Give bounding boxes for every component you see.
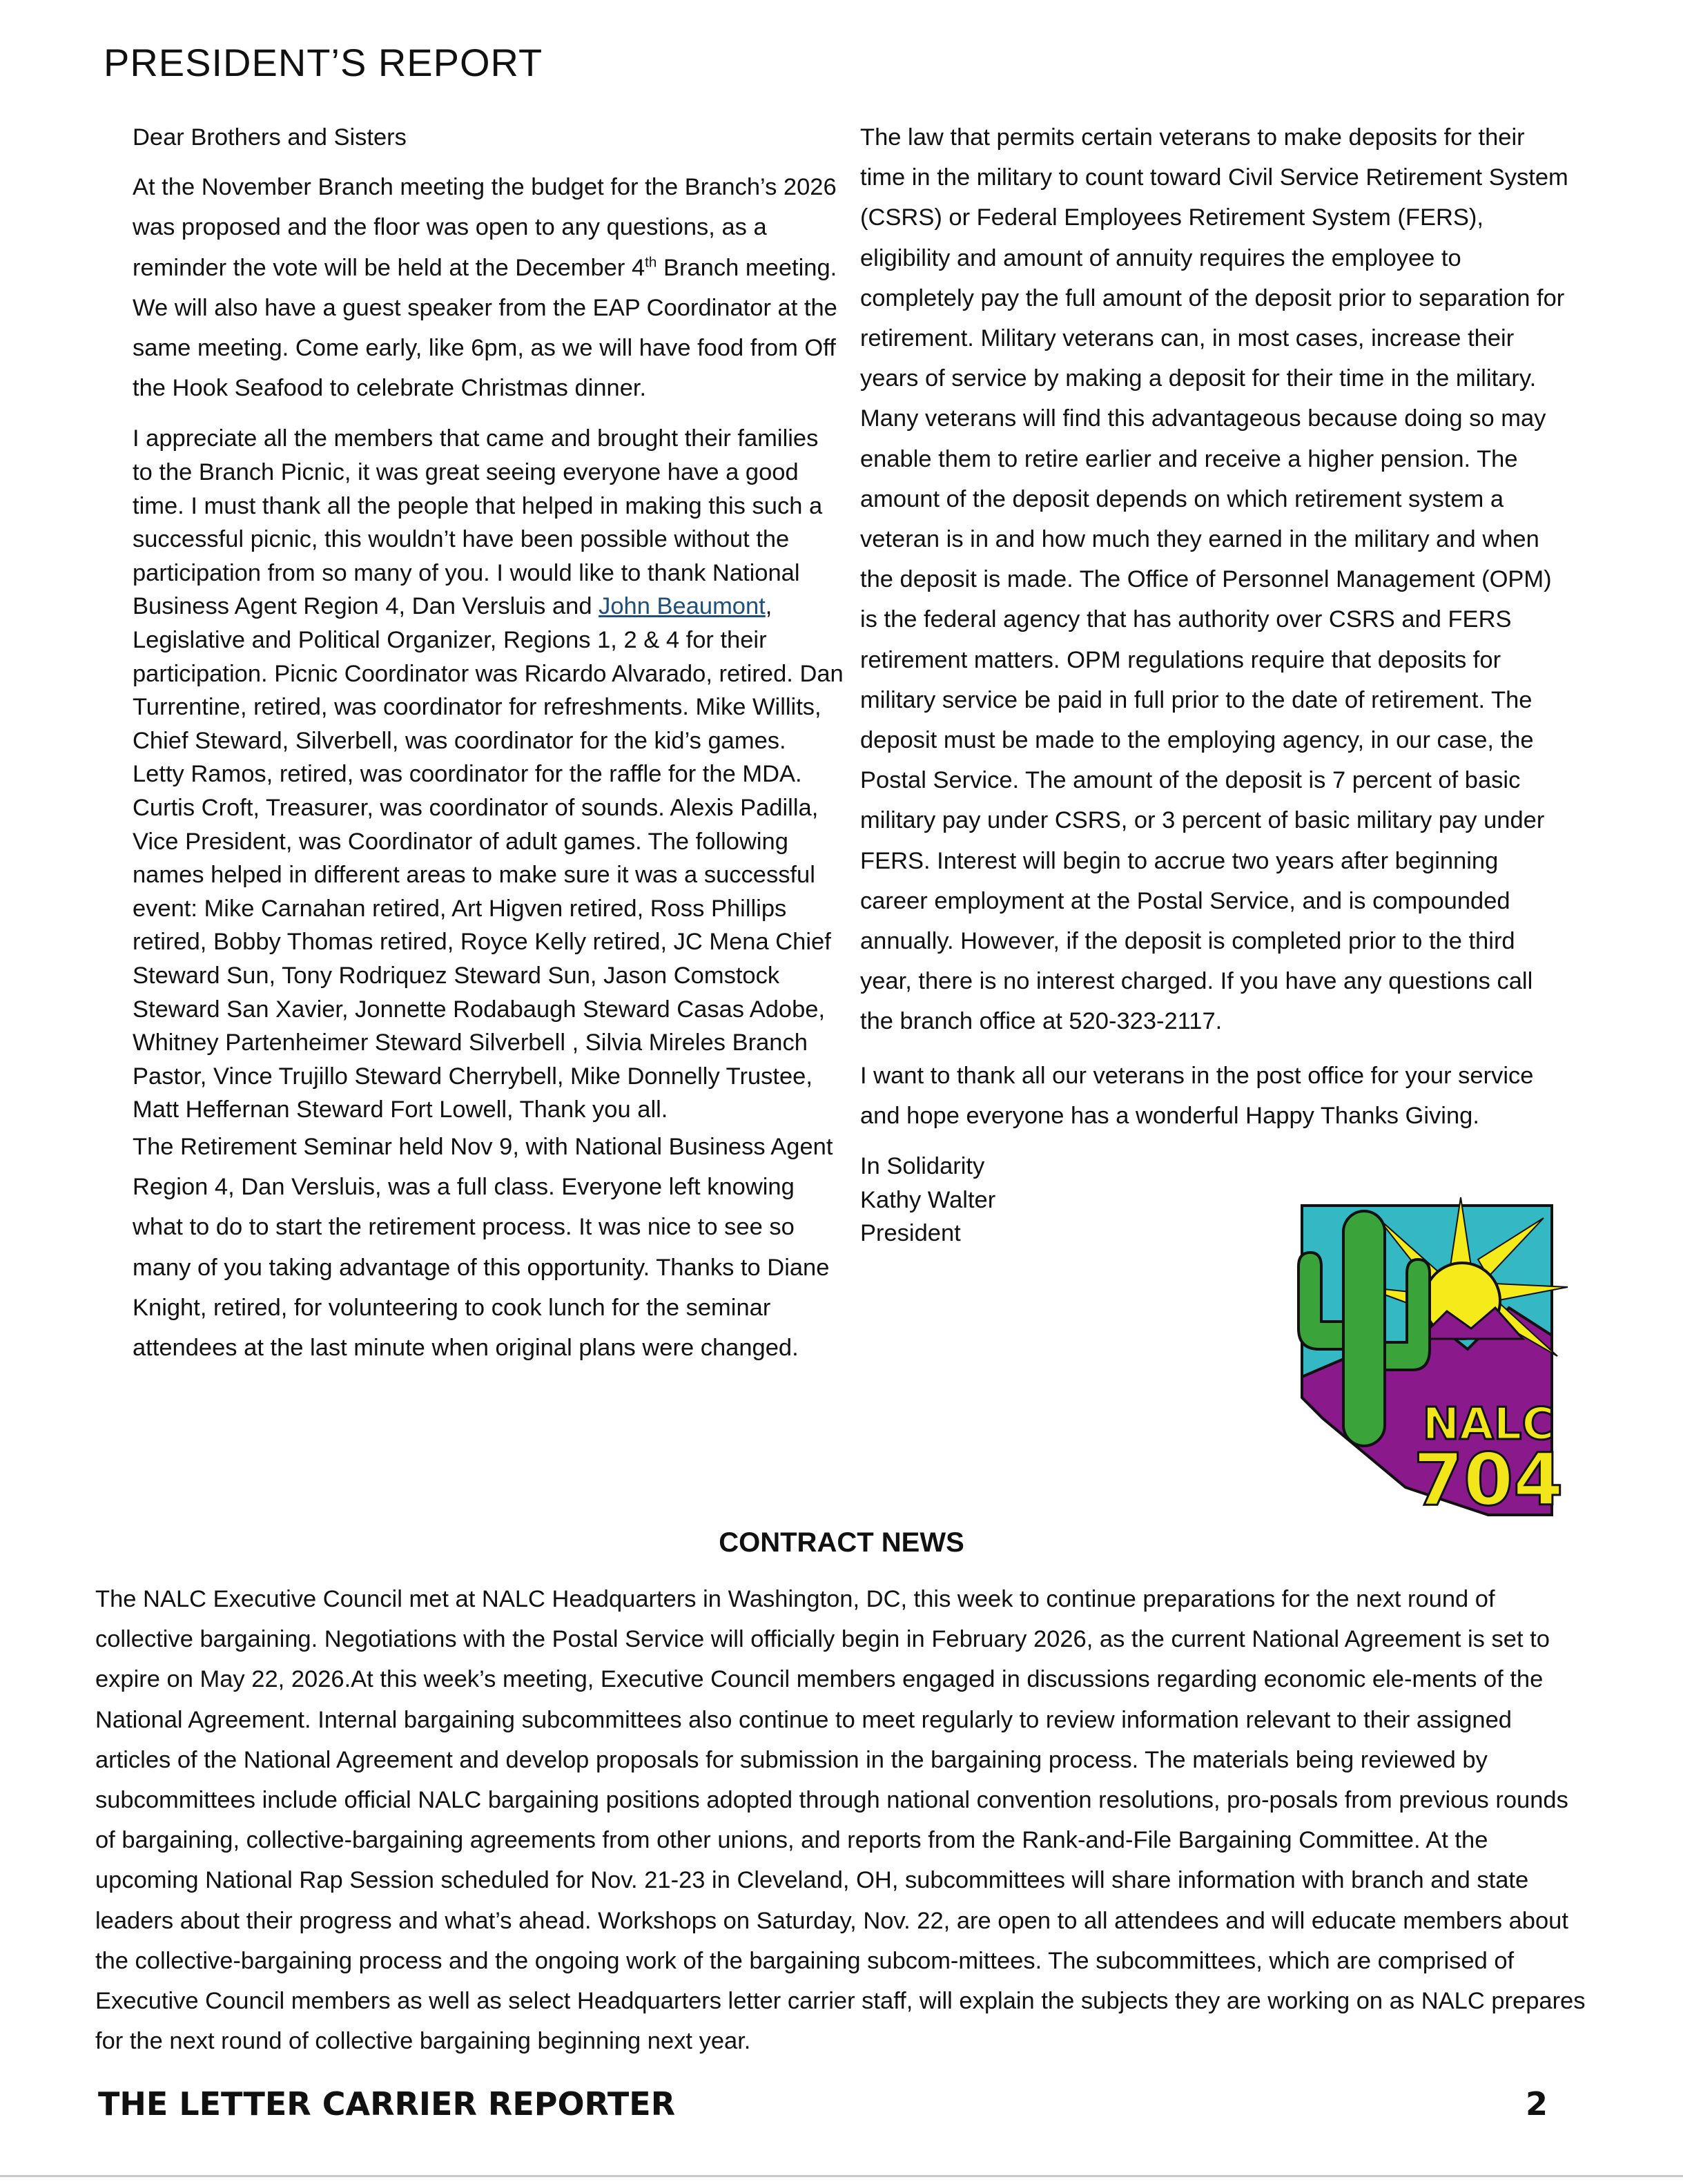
closing: In Solidarity (860, 1153, 985, 1180)
contract-news-body: The NALC Executive Council met at NALC Headquarters in Washington, DC, this week to continue preparations for the next round of collective bargaining. Negotiations with the Postal Service will officially begin in February 2026, as the current National Agreement is set to expire on May 22, 2026.At this week’s meeting, Executive Council members engaged in discussions regarding economic ele-ments of the National Agreement. Internal bargaining subcommittees also continue to meet regularly to review information relevant to their assigned articles of the National Agreement and develop proposals for submission in the bargaining process. The materials being reviewed by subcommittees include official NALC bargaining positions adopted through national convention resolutions, pro-posals from previous rounds of bargaining, collective-bargaining agreements from other unions, and reports from the Rank-and-File Bargaining Committee. At the upcoming National Rap Session scheduled for Nov. 21-23 in Cleveland, OH, subcommittees will share information with branch and state leaders about their progress and what’s ahead. Workshops on Saturday, Nov. 22, are open to all attendees and will educate members about the collective-bargaining process and the ongoing work of the bargaining subcom-mittees. The subcommittees, which are comprised of Executive Council members as well as select Headquarters letter carrier staff, will explain the subjects they are working on as NALC prepares for the next round of collective bargaining beginning next year. (95, 1586, 1586, 2055)
paragraph-thanks-veterans: I want to thank all our veterans in the post office for your service and hope everyone has a wonderful Happy Thanks Giving. (860, 1062, 1534, 1129)
signer-name: Kathy Walter (860, 1186, 996, 1213)
paragraph-retirement-seminar: The Retirement Seminar held Nov 9, with National Business Agent Region 4, Dan Versluis, was a full class. Everyone left knowing what to do to start the retirement process. It was nice to see so many of you taking advantage of this opportunity. Thanks to Diane Knight, retired, for volunteering to cook lunch for the seminar attendees at the last minute when original plans were changed. (133, 1133, 833, 1361)
left-column (133, 117, 844, 1368)
john-beaumont-link[interactable]: John Beaumont (599, 593, 766, 620)
logo-704-text: 704 (1413, 1438, 1564, 1522)
paragraph-budget: At the November Branch meeting the budget for the Branch’s 2026 was proposed and the floor was open to any questions, as a reminder the vote will be held at the December 4th Branch meeting. We will also have a guest speaker from the EAP Coordinator at the same meeting. Come early, like 6pm, as we will have food from Off the Hook Seafood to celebrate Christmas dinner. (133, 174, 837, 402)
contract-news-heading: CONTRACT NEWS (719, 1527, 964, 1558)
paragraph-veterans-deposit: The law that permits certain veterans to make deposits for their time in the military to count toward Civil Service Retirement System (CSRS) or Federal Employees Retirement System (FERS), eligibility and amount of annuity requires the employee to completely pay the full amount of the deposit prior to separation for retirement. Military veterans can, in most cases, increase their years of service by making a deposit for their time in the military. Many veterans will find this advantageous because doing so may enable them to retire earlier and receive a higher pension. The amount of the deposit depends on which retirement system a veteran is in and how much they earned in the military and when the deposit is made. The Office of Personnel Management (OPM) is the federal agency that has authority over CSRS and FERS retirement matters. OPM regulations require that deposits for military service be paid in full prior to the date of retirement. The deposit must be made to the employing agency, in our case, the Postal Service. The amount of the deposit is 7 percent of basic military pay under CSRS, or 3 percent of basic military pay under FERS. Interest will begin to accrue two years after beginning career employment at the Postal Service, and is compounded annually. However, if the deposit is completed prior to the third year, there is no interest charged. If you have any questions call the branch office at 520-323-2117. (860, 124, 1568, 1035)
logo-nalc-text: NALC (1422, 1399, 1555, 1450)
right-column (860, 117, 1571, 1250)
signer-title: President (860, 1220, 961, 1247)
greeting: Dear Brothers and Sisters (133, 124, 407, 151)
bottom-divider (0, 2175, 1683, 2177)
page-title: PRESIDENT’S REPORT (104, 41, 543, 84)
publication-name: THE LETTER CARRIER REPORTER (98, 2085, 676, 2123)
page-number: 2 (1525, 2085, 1548, 2123)
nalc-704-logo (1281, 1190, 1571, 1536)
page-footer (98, 2085, 1548, 2134)
paragraph-picnic: I appreciate all the members that came and brought their families to the Branch Picnic, it was great seeing everyone have a good time. I must thank all the people that helped in making this such a successful picnic, this wouldn’t have been possible without the participation from so many of you. I would like to thank National Business Agent Region 4, Dan Versluis and John Beaumont, Legislative and Political Organizer, Regions 1, 2 & 4 for their participation. Picnic Coordinator was Ricardo Alvarado, retired. Dan Turrentine, retired, was coordinator for refreshments. Mike Willits, Chief Steward, Silverbell, was coordinator for the kid’s games. Letty Ramos, retired, was coordinator for the raffle for the MDA. Curtis Croft, Treasurer, was coordinator of sounds. Alexis Padilla, Vice President, was Coordinator of adult games. The following names helped in different areas to make sure it was a successful event: Mike Carnahan retired, Art Higven retired, Ross Phillips retired, Bobby Thomas retired, Royce Kelly retired, JC Mena Chief Steward Sun, Tony Rodriquez Steward Sun, Jason Comstock Steward San Xavier, Jonnette Rodabaugh Steward Casas Adobe, Whitney Partenheimer Steward Silverbell , Silvia Mireles Branch Pastor, Vince Trujillo Steward Cherrybell, Mike Donnelly Trustee, Matt Heffernan Steward Fort Lowell, Thank you all. (133, 425, 844, 1123)
superscript-th: th (645, 254, 657, 271)
